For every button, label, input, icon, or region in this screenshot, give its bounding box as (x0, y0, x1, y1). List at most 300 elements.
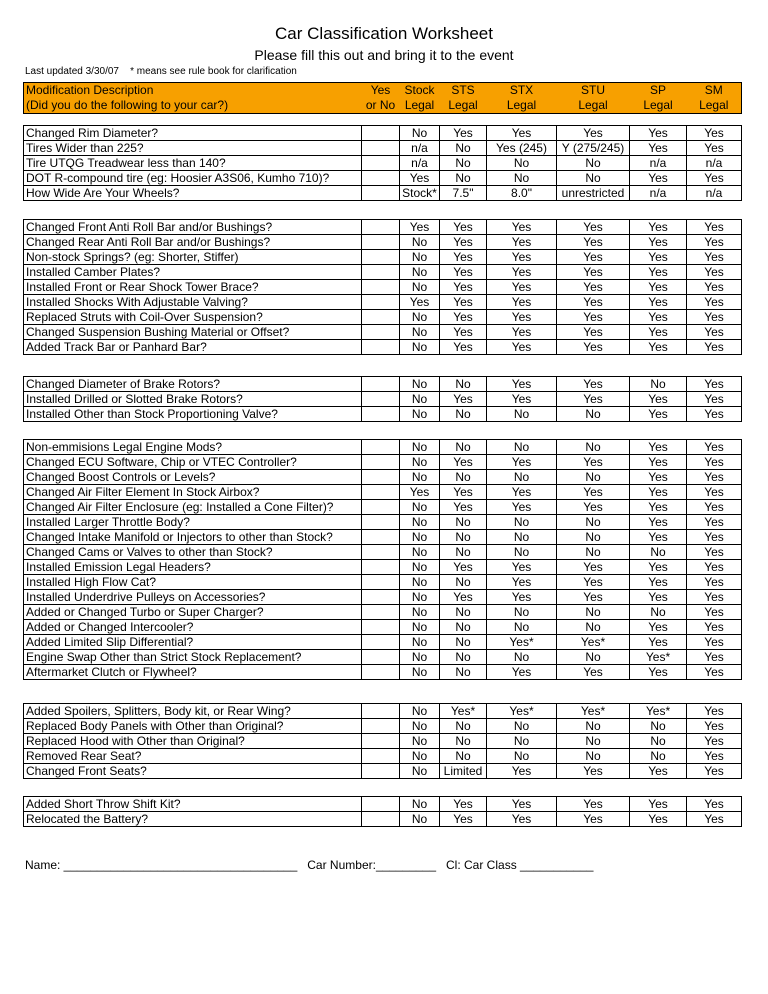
sp-legal-cell: No (630, 749, 687, 764)
sp-legal-cell: Yes (630, 560, 687, 575)
stock-legal-cell: No (400, 812, 440, 827)
yes-no-answer-cell[interactable] (362, 734, 400, 749)
stu-legal-cell: Yes (557, 500, 630, 515)
table-row (24, 407, 742, 422)
sp-legal-cell: Yes* (630, 704, 687, 719)
stu-legal-cell: Yes (557, 560, 630, 575)
modification-description: Added or Changed Turbo or Super Charger? (24, 605, 362, 620)
table-row (24, 310, 742, 325)
yes-no-answer-cell[interactable] (362, 764, 400, 779)
modification-description: Non-stock Springs? (eg: Shorter, Stiffer) (24, 250, 362, 265)
stock-legal-cell: No (400, 280, 440, 295)
yes-no-answer-cell[interactable] (362, 719, 400, 734)
sts-legal-cell: Yes (440, 485, 487, 500)
sts-legal-cell: Yes (440, 265, 487, 280)
modification-description: Installed Shocks With Adjustable Valving? (24, 295, 362, 310)
yes-no-answer-cell[interactable] (362, 295, 400, 310)
yes-no-answer-cell[interactable] (362, 250, 400, 265)
sts-legal-cell: No (440, 734, 487, 749)
table-row (24, 265, 742, 280)
modification-description: Installed Front or Rear Shock Tower Brace? (24, 280, 362, 295)
yes-no-answer-cell[interactable] (362, 325, 400, 340)
sp-legal-cell: Yes (630, 265, 687, 280)
sts-legal-cell: Yes (440, 250, 487, 265)
stx-legal-cell: Yes (487, 812, 557, 827)
stu-legal-cell: Yes (557, 590, 630, 605)
modification-description: Changed Suspension Bushing Material or Offset? (24, 325, 362, 340)
stx-legal-cell: Yes (487, 265, 557, 280)
stock-legal-cell: Yes (400, 295, 440, 310)
stu-legal-cell: Yes* (557, 635, 630, 650)
table-row (24, 665, 742, 680)
sts-legal-cell: No (440, 635, 487, 650)
stx-legal-cell: Yes (487, 797, 557, 812)
yes-no-answer-cell[interactable] (362, 340, 400, 355)
sp-legal-cell: Yes (630, 295, 687, 310)
modification-description: Installed Other than Stock Proportioning Valve? (24, 407, 362, 422)
table-row (24, 485, 742, 500)
sm-legal-cell: Yes (687, 704, 742, 719)
stock-legal-cell: No (400, 470, 440, 485)
sp-legal-cell: Yes (630, 250, 687, 265)
sts-legal-cell: No (440, 530, 487, 545)
table-row (24, 186, 742, 201)
stx-legal-cell: Yes (487, 665, 557, 680)
stx-legal-cell: Yes (487, 575, 557, 590)
stu-legal-cell: Yes (557, 295, 630, 310)
table-row (24, 575, 742, 590)
modification-description: Engine Swap Other than Strict Stock Replacement? (24, 650, 362, 665)
modification-description: Installed High Flow Cat? (24, 575, 362, 590)
sts-legal-cell: Yes (440, 295, 487, 310)
sp-legal-cell: Yes (630, 500, 687, 515)
yes-no-answer-cell[interactable] (362, 235, 400, 250)
sts-legal-cell: No (440, 545, 487, 560)
modification-description: Installed Larger Throttle Body? (24, 515, 362, 530)
sm-legal-cell: Yes (687, 325, 742, 340)
stu-legal-cell: Yes (557, 812, 630, 827)
sts-legal-cell: Yes* (440, 704, 487, 719)
header-table (23, 82, 742, 114)
sp-legal-cell: Yes (630, 575, 687, 590)
sp-legal-cell: Yes (630, 590, 687, 605)
stock-legal-cell: Yes (400, 171, 440, 186)
stu-legal-cell: No (557, 515, 630, 530)
sm-legal-cell: Yes (687, 590, 742, 605)
stock-legal-cell: n/a (400, 141, 440, 156)
yes-no-answer-cell[interactable] (362, 485, 400, 500)
stu-legal-cell: No (557, 530, 630, 545)
modification-description: Installed Drilled or Slotted Brake Rotors? (24, 392, 362, 407)
table-row (24, 141, 742, 156)
stock-legal-cell: No (400, 455, 440, 470)
yes-no-answer-cell[interactable] (362, 310, 400, 325)
sts-legal-cell: Yes (440, 455, 487, 470)
yes-no-answer-cell[interactable] (362, 440, 400, 455)
yes-no-answer-cell[interactable] (362, 515, 400, 530)
yes-no-answer-cell[interactable] (362, 749, 400, 764)
stock-legal-cell: No (400, 440, 440, 455)
stock-legal-cell: No (400, 250, 440, 265)
modification-description: Replaced Hood with Other than Original? (24, 734, 362, 749)
table-row (24, 650, 742, 665)
yes-no-answer-cell[interactable] (362, 530, 400, 545)
sts-legal-cell: No (440, 440, 487, 455)
sp-legal-cell: Yes (630, 407, 687, 422)
stu-legal-cell: Yes (557, 250, 630, 265)
stock-legal-cell: No (400, 126, 440, 141)
header-cell: Legal (404, 98, 435, 112)
sp-legal-cell: Yes (630, 797, 687, 812)
modification-description: Changed Air Filter Element In Stock Airbox? (24, 485, 362, 500)
sm-legal-cell: Yes (687, 515, 742, 530)
sts-legal-cell: No (440, 515, 487, 530)
yes-no-answer-cell[interactable] (362, 265, 400, 280)
stx-legal-cell: Yes* (487, 704, 557, 719)
sts-legal-cell: Yes (440, 310, 487, 325)
sp-legal-cell: n/a (630, 156, 687, 171)
sts-legal-cell: No (440, 377, 487, 392)
stu-legal-cell: No (557, 734, 630, 749)
stock-legal-cell: No (400, 590, 440, 605)
stx-legal-cell: No (487, 734, 557, 749)
stx-legal-cell: No (487, 605, 557, 620)
stock-legal-cell: No (400, 719, 440, 734)
stu-legal-cell: Yes (557, 377, 630, 392)
worksheet-group-table (23, 219, 742, 355)
stx-legal-cell: Yes (487, 310, 557, 325)
stock-legal-cell: No (400, 575, 440, 590)
table-row (24, 156, 742, 171)
header-row-1 (24, 83, 742, 99)
stock-legal-cell: No (400, 764, 440, 779)
stu-legal-cell: No (557, 650, 630, 665)
stx-legal-cell: Yes (487, 560, 557, 575)
modification-description: Installed Underdrive Pulleys on Accessories? (24, 590, 362, 605)
table-row (24, 704, 742, 719)
header-cell: STX (509, 83, 534, 97)
sp-legal-cell: Yes (630, 220, 687, 235)
sm-legal-cell: Yes (687, 665, 742, 680)
sp-legal-cell: Yes (630, 280, 687, 295)
sm-legal-cell: Yes (687, 797, 742, 812)
sm-legal-cell: Yes (687, 392, 742, 407)
yes-no-answer-cell[interactable] (362, 560, 400, 575)
sts-legal-cell: No (440, 407, 487, 422)
stock-legal-cell: No (400, 545, 440, 560)
modification-description: Tires Wider than 225? (24, 141, 362, 156)
stx-legal-cell: No (487, 620, 557, 635)
stock-legal-cell: No (400, 734, 440, 749)
sm-legal-cell: Yes (687, 605, 742, 620)
table-row (24, 126, 742, 141)
stu-legal-cell: Yes (557, 665, 630, 680)
stock-legal-cell: No (400, 650, 440, 665)
sm-legal-cell: Yes (687, 310, 742, 325)
sp-legal-cell: Yes (630, 171, 687, 186)
modification-description: Added Limited Slip Differential? (24, 635, 362, 650)
stu-legal-cell: Yes (557, 797, 630, 812)
stu-legal-cell: No (557, 749, 630, 764)
stx-legal-cell: Yes (487, 500, 557, 515)
table-row (24, 470, 742, 485)
sm-legal-cell: Yes (687, 235, 742, 250)
yes-no-answer-cell[interactable] (362, 407, 400, 422)
worksheet-group-table (23, 125, 742, 201)
header-row-2 (24, 98, 742, 114)
table-row (24, 377, 742, 392)
yes-no-answer-cell[interactable] (362, 590, 400, 605)
sp-legal-cell: Yes (630, 764, 687, 779)
sp-legal-cell: Yes (630, 515, 687, 530)
yes-no-answer-cell[interactable] (362, 812, 400, 827)
stx-legal-cell: Yes (487, 485, 557, 500)
sp-legal-cell: Yes (630, 340, 687, 355)
sm-legal-cell: Yes (687, 171, 742, 186)
stx-legal-cell: Yes (245) (487, 141, 557, 156)
modification-description: Changed Front Anti Roll Bar and/or Bushings? (24, 220, 362, 235)
sp-legal-cell: Yes (630, 440, 687, 455)
stock-legal-cell: No (400, 704, 440, 719)
stock-legal-cell: No (400, 407, 440, 422)
sm-legal-cell: n/a (687, 156, 742, 171)
modification-description: Installed Emission Legal Headers? (24, 560, 362, 575)
worksheet-group-table (23, 703, 742, 779)
stock-legal-cell: No (400, 377, 440, 392)
stock-legal-cell: No (400, 515, 440, 530)
yes-no-answer-cell[interactable] (362, 470, 400, 485)
stx-legal-cell: No (487, 470, 557, 485)
sm-legal-cell: Yes (687, 250, 742, 265)
table-row (24, 392, 742, 407)
stx-legal-cell: Yes (487, 455, 557, 470)
table-row (24, 797, 742, 812)
stx-legal-cell: Yes (487, 295, 557, 310)
modification-description: Replaced Struts with Coil-Over Suspension? (24, 310, 362, 325)
yes-no-answer-cell[interactable] (362, 220, 400, 235)
stu-legal-cell: Yes (557, 265, 630, 280)
modification-description: Changed Diameter of Brake Rotors? (24, 377, 362, 392)
sts-legal-cell: Yes (440, 280, 487, 295)
stock-legal-cell: No (400, 310, 440, 325)
yes-no-answer-cell[interactable] (362, 141, 400, 156)
table-row (24, 280, 742, 295)
yes-no-answer-cell[interactable] (362, 605, 400, 620)
stock-legal-cell: No (400, 530, 440, 545)
sp-legal-cell: Yes* (630, 650, 687, 665)
stock-legal-cell: Yes (400, 220, 440, 235)
stx-legal-cell: Yes (487, 340, 557, 355)
sts-legal-cell: Yes (440, 590, 487, 605)
sm-legal-cell: Yes (687, 377, 742, 392)
sp-legal-cell: Yes (630, 812, 687, 827)
stx-legal-cell: Yes (487, 280, 557, 295)
table-row (24, 545, 742, 560)
modification-description: Non-emmisions Legal Engine Mods? (24, 440, 362, 455)
table-row (24, 530, 742, 545)
page-subtitle: Please fill this out and bring it to the event (254, 47, 514, 63)
modification-description: Added Spoilers, Splitters, Body kit, or Rear Wing? (24, 704, 362, 719)
stu-legal-cell: No (557, 470, 630, 485)
yes-no-answer-cell[interactable] (362, 171, 400, 186)
yes-no-answer-cell[interactable] (362, 392, 400, 407)
yes-no-answer-cell[interactable] (362, 635, 400, 650)
stu-legal-cell: Yes (557, 220, 630, 235)
sm-legal-cell: n/a (687, 186, 742, 201)
stx-legal-cell: Yes (487, 764, 557, 779)
stu-legal-cell: Yes (557, 280, 630, 295)
stock-legal-cell: No (400, 340, 440, 355)
stu-legal-cell: No (557, 719, 630, 734)
sm-legal-cell: Yes (687, 620, 742, 635)
table-row (24, 560, 742, 575)
sm-legal-cell: Yes (687, 764, 742, 779)
sp-legal-cell: Yes (630, 325, 687, 340)
header-cell: STS (451, 83, 475, 97)
stx-legal-cell: No (487, 749, 557, 764)
sts-legal-cell: No (440, 171, 487, 186)
modification-description: Changed Boost Controls or Levels? (24, 470, 362, 485)
yes-no-answer-cell[interactable] (362, 620, 400, 635)
yes-no-answer-cell[interactable] (362, 545, 400, 560)
stx-legal-cell: No (487, 171, 557, 186)
table-row (24, 734, 742, 749)
sm-legal-cell: Yes (687, 220, 742, 235)
stu-legal-cell: Yes (557, 764, 630, 779)
modification-description: Changed Front Seats? (24, 764, 362, 779)
stock-legal-cell: No (400, 560, 440, 575)
sp-legal-cell: Yes (630, 310, 687, 325)
stu-legal-cell: No (557, 620, 630, 635)
yes-no-answer-cell[interactable] (362, 704, 400, 719)
yes-no-answer-cell[interactable] (362, 797, 400, 812)
sts-legal-cell: Yes (440, 340, 487, 355)
stock-legal-cell: No (400, 325, 440, 340)
sp-legal-cell: Yes (630, 530, 687, 545)
table-row (24, 235, 742, 250)
modification-description: Changed Intake Manifold or Injectors to other than Stock? (24, 530, 362, 545)
yes-no-answer-cell[interactable] (362, 377, 400, 392)
stx-legal-cell: No (487, 156, 557, 171)
stock-legal-cell: No (400, 749, 440, 764)
yes-no-answer-cell[interactable] (362, 500, 400, 515)
sp-legal-cell: Yes (630, 141, 687, 156)
yes-no-answer-cell[interactable] (362, 575, 400, 590)
sm-legal-cell: Yes (687, 749, 742, 764)
header-cell: or No (365, 98, 396, 112)
stx-legal-cell: Yes (487, 250, 557, 265)
sp-legal-cell: Yes (630, 485, 687, 500)
stx-legal-cell: Yes (487, 590, 557, 605)
sm-legal-cell: Yes (687, 126, 742, 141)
stock-legal-cell: Stock* (400, 186, 440, 201)
sp-legal-cell: No (630, 545, 687, 560)
sm-legal-cell: Yes (687, 560, 742, 575)
stu-legal-cell: Yes (557, 126, 630, 141)
header-cell: STU (581, 83, 605, 97)
sm-legal-cell: Yes (687, 500, 742, 515)
modification-description: Installed Camber Plates? (24, 265, 362, 280)
yes-no-answer-cell[interactable] (362, 156, 400, 171)
modification-description: Changed Cams or Valves to other than Stock? (24, 545, 362, 560)
modification-description: Added Track Bar or Panhard Bar? (24, 340, 362, 355)
stu-legal-cell: Yes (557, 235, 630, 250)
stx-legal-cell: Yes (487, 235, 557, 250)
table-row (24, 590, 742, 605)
stx-legal-cell: No (487, 545, 557, 560)
table-row (24, 500, 742, 515)
stu-legal-cell: Yes (557, 340, 630, 355)
sts-legal-cell: Yes (440, 126, 487, 141)
sts-legal-cell: Limited (440, 764, 487, 779)
sm-legal-cell: Yes (687, 265, 742, 280)
sp-legal-cell: Yes (630, 635, 687, 650)
stx-legal-cell: No (487, 515, 557, 530)
stock-legal-cell: No (400, 635, 440, 650)
sm-legal-cell: Yes (687, 719, 742, 734)
modification-description: Tire UTQG Treadwear less than 140? (24, 156, 362, 171)
sts-legal-cell: Yes (440, 220, 487, 235)
stx-legal-cell: Yes (487, 392, 557, 407)
stock-legal-cell: No (400, 797, 440, 812)
table-row (24, 605, 742, 620)
stock-legal-cell: No (400, 605, 440, 620)
sp-legal-cell: Yes (630, 235, 687, 250)
stock-legal-cell: No (400, 620, 440, 635)
modification-description: Added or Changed Intercooler? (24, 620, 362, 635)
sts-legal-cell: No (440, 156, 487, 171)
stu-legal-cell: Yes (557, 455, 630, 470)
stock-legal-cell: No (400, 265, 440, 280)
table-row (24, 340, 742, 355)
worksheet-group-table (23, 376, 742, 422)
sm-legal-cell: Yes (687, 545, 742, 560)
header-cell: SM (704, 83, 723, 97)
stu-legal-cell: Y (275/245) (557, 141, 630, 156)
sp-legal-cell: Yes (630, 126, 687, 141)
worksheet-group-table (23, 796, 742, 827)
table-row (24, 515, 742, 530)
stu-legal-cell: No (557, 156, 630, 171)
sts-legal-cell: Yes (440, 235, 487, 250)
stx-legal-cell: No (487, 650, 557, 665)
stu-legal-cell: Yes (557, 310, 630, 325)
sts-legal-cell: Yes (440, 560, 487, 575)
yes-no-answer-cell[interactable] (362, 280, 400, 295)
stx-legal-cell: Yes (487, 220, 557, 235)
stu-legal-cell: Yes* (557, 704, 630, 719)
sm-legal-cell: Yes (687, 530, 742, 545)
page-title: Car Classification Worksheet (275, 24, 493, 43)
header-cell: Legal (448, 98, 478, 112)
sp-legal-cell: Yes (630, 392, 687, 407)
yes-no-answer-cell[interactable] (362, 665, 400, 680)
yes-no-answer-cell[interactable] (362, 455, 400, 470)
table-row (24, 455, 742, 470)
sts-legal-cell: No (440, 749, 487, 764)
sp-legal-cell: No (630, 734, 687, 749)
yes-no-answer-cell[interactable] (362, 126, 400, 141)
yes-no-answer-cell[interactable] (362, 186, 400, 201)
sp-legal-cell: Yes (630, 665, 687, 680)
yes-no-answer-cell[interactable] (362, 650, 400, 665)
stu-legal-cell: Yes (557, 392, 630, 407)
header-cell: Legal (578, 98, 608, 112)
modification-description: How Wide Are Your Wheels? (24, 186, 362, 201)
stx-legal-cell: Yes* (487, 635, 557, 650)
modification-description: Aftermarket Clutch or Flywheel? (24, 665, 362, 680)
modification-description: Added Short Throw Shift Kit? (24, 797, 362, 812)
